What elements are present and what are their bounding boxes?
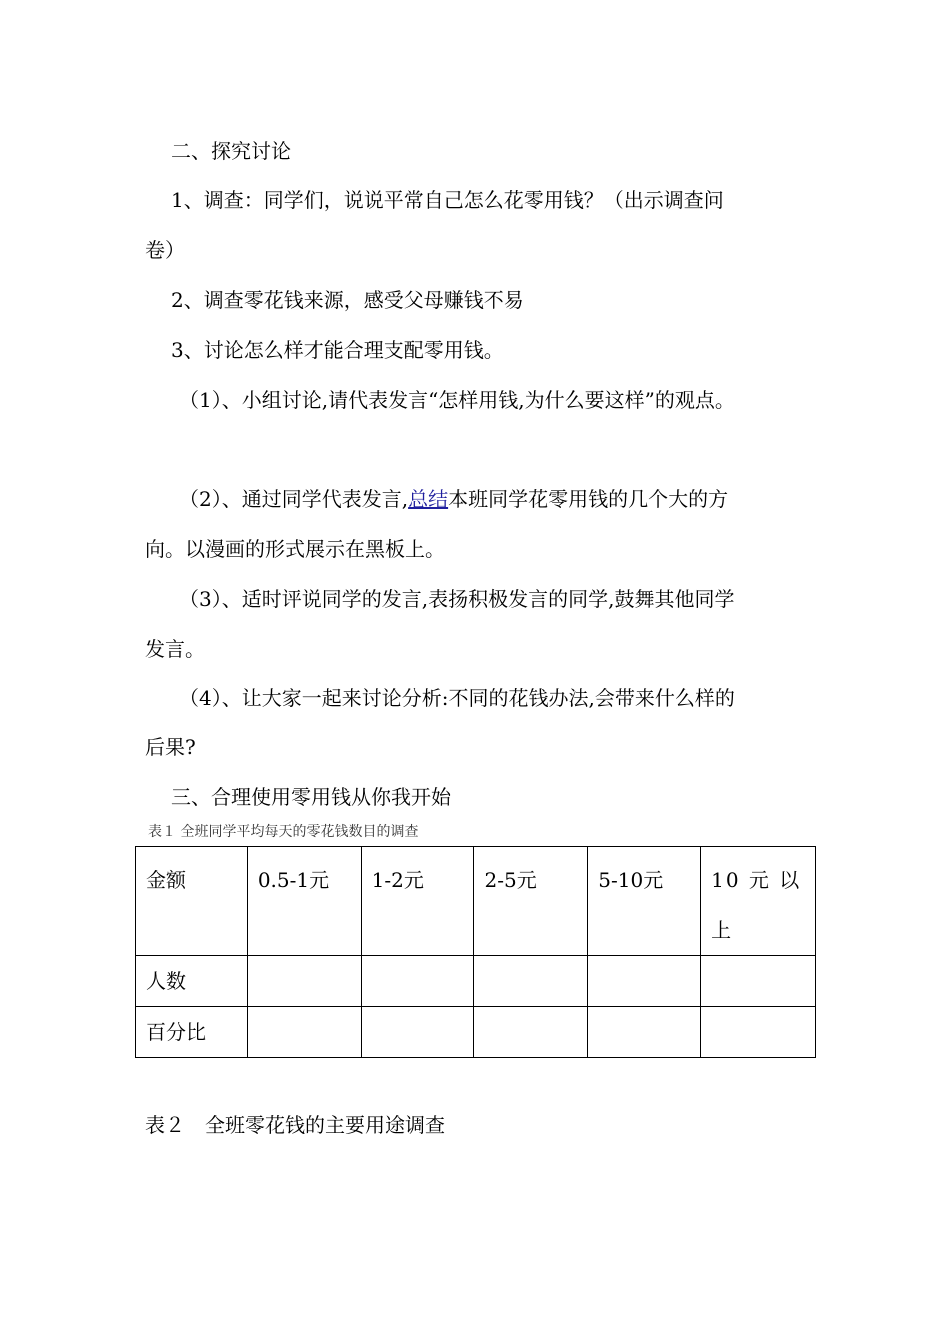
table-cell [247,956,361,1007]
table-cell [588,956,701,1007]
sub-item-2-line-2: 向。以漫画的形式展示在黑板上。 [145,537,445,561]
sub-item-2-pre: （2）、通过同学代表发言, [179,487,409,511]
header-cell: 金额 [136,847,248,956]
section-2-heading: 二、探究讨论 [171,139,291,163]
table-cell [701,956,816,1007]
table-2-caption: 表２ 全班零花钱的主要用途调查 [145,1113,445,1137]
row-label: 百分比 [136,1007,248,1058]
table-1-caption: 表１ 全班同学平均每天的零花钱数目的调查 [148,824,419,840]
sub-item-4-line-2: 后果? [145,735,196,759]
sub-item-4-line-1: （4）、让大家一起来讨论分析:不同的花钱办法,会带来什么样的 [179,686,735,710]
section-3-heading: 三、合理使用零用钱从你我开始 [171,785,451,809]
sub-item-1: （1）、小组讨论,请代表发言“怎样用钱,为什么要这样”的观点。 [179,388,735,412]
item-3: 3、讨论怎么样才能合理支配零用钱。 [171,338,504,362]
summary-link[interactable]: 总结 [408,487,449,511]
sub-item-2-post: 本班同学花零用钱的几个大的方 [448,487,729,511]
table-cell [701,1007,816,1058]
sub-item-3-line-2: 发言。 [145,637,205,661]
table-row [136,956,816,1007]
header-cell: 0.5-1元 [247,847,361,956]
item-2: 2、调查零花钱来源，感受父母赚钱不易 [171,288,524,312]
table-cell [474,956,588,1007]
header-cell: 2-5元 [474,847,588,956]
table-row [136,1007,816,1058]
item-1-line-2: 卷） [145,238,185,262]
header-cell: 5-10元 [588,847,701,956]
table-1 [135,846,816,1058]
table-cell [361,1007,474,1058]
row-label: 人数 [136,956,248,1007]
sub-item-2-line-1 [145,474,815,524]
header-cell: 10 元 以上 [701,847,816,956]
table-cell [474,1007,588,1058]
item-1-line-1: 1、调查：同学们，说说平常自己怎么花零用钱？（出示调查问 [171,188,724,212]
sub-item-3-line-1: （3）、适时评说同学的发言,表扬积极发言的同学,鼓舞其他同学 [179,587,735,611]
table-cell [588,1007,701,1058]
header-cell: 1-2元 [361,847,474,956]
table-cell [247,1007,361,1058]
table-cell [361,956,474,1007]
table-header-row [136,847,816,956]
